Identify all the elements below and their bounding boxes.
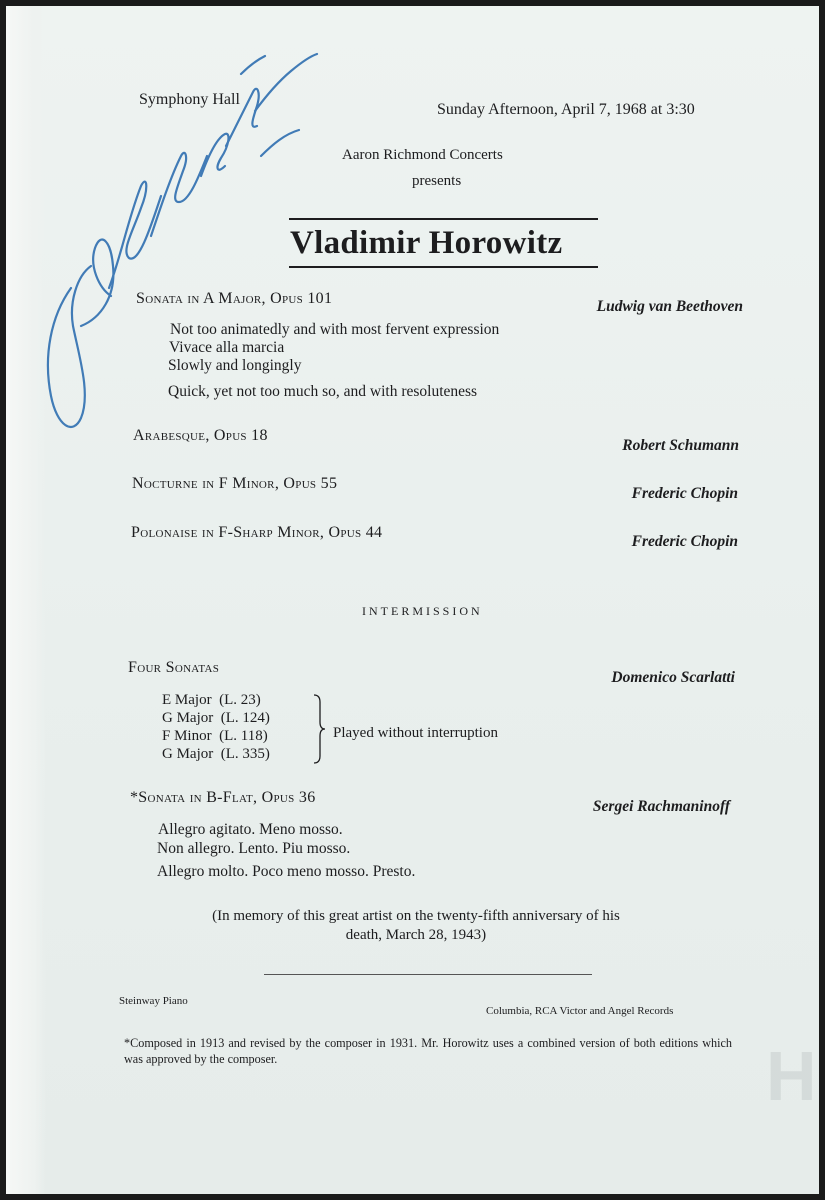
sonata-key: G Major (L. 124) <box>162 710 270 726</box>
movement: Not too animatedly and with most fervent expression <box>170 321 500 338</box>
presents-label: presents <box>412 173 462 189</box>
work-composer: Domenico Scarlatti <box>611 669 735 686</box>
movement: Slowly and longingly <box>168 357 302 374</box>
artist-name: Vladimir Horowitz <box>290 225 563 261</box>
sonata-list <box>162 691 270 763</box>
piano-credit: Steinway Piano <box>119 995 188 1007</box>
movement: Quick, yet not too much so, and with resoluteness <box>168 383 478 400</box>
work-composer: Ludwig van Beethoven <box>596 298 743 315</box>
work-title: *Sonata in B-Flat, Opus 36 <box>130 789 316 806</box>
sonata-key: G Major (L. 335) <box>162 746 270 762</box>
work-composer: Frederic Chopin <box>631 485 738 502</box>
work-composer: Frederic Chopin <box>631 533 738 550</box>
footnote: *Composed in 1913 and revised by the composer in 1931. Mr. Horowitz uses a combined version of both editions which was approved by the composer. <box>124 1036 732 1066</box>
sonata-key: F Minor (L. 118) <box>162 728 268 744</box>
memorial-note: (In memory of this great artist on the twenty-fifth anniversary of his death, March 28, 1943) <box>212 908 620 943</box>
work-title: Four Sonatas <box>128 659 220 676</box>
movement: Non allegro. Lento. Piu mosso. <box>157 840 351 857</box>
work-title: Sonata in A Major, Opus 101 <box>136 290 333 307</box>
movement: Vivace alla marcia <box>169 339 285 356</box>
title-rule-top <box>289 218 598 220</box>
program-page <box>6 6 819 1194</box>
divider <box>264 974 592 975</box>
work-title: Polonaise in F-Sharp Minor, Opus 44 <box>131 524 383 541</box>
concert-date: Sunday Afternoon, April 7, 1968 at 3:30 <box>437 101 695 118</box>
bleed-through-text: H <box>766 1037 817 1115</box>
intermission-label: INTERMISSION <box>362 604 483 618</box>
work-title: Arabesque, Opus 18 <box>133 427 268 444</box>
autograph-signature <box>21 26 321 446</box>
records-credit: Columbia, RCA Victor and Angel Records <box>486 1005 674 1017</box>
work-composer: Robert Schumann <box>622 437 739 454</box>
venue: Symphony Hall <box>139 91 240 108</box>
movement: Allegro molto. Poco meno mosso. Presto. <box>157 863 416 880</box>
work-composer: Sergei Rachmaninoff <box>592 798 730 815</box>
title-rule-bottom <box>289 266 598 268</box>
sonata-key: E Major (L. 23) <box>162 692 261 708</box>
presenter: Aaron Richmond Concerts <box>342 147 503 163</box>
movement: Allegro agitato. Meno mosso. <box>158 821 343 838</box>
played-without-interruption: Played without interruption <box>333 725 498 741</box>
work-title: Nocturne in F Minor, Opus 55 <box>132 475 338 492</box>
curly-brace-icon <box>312 694 326 764</box>
